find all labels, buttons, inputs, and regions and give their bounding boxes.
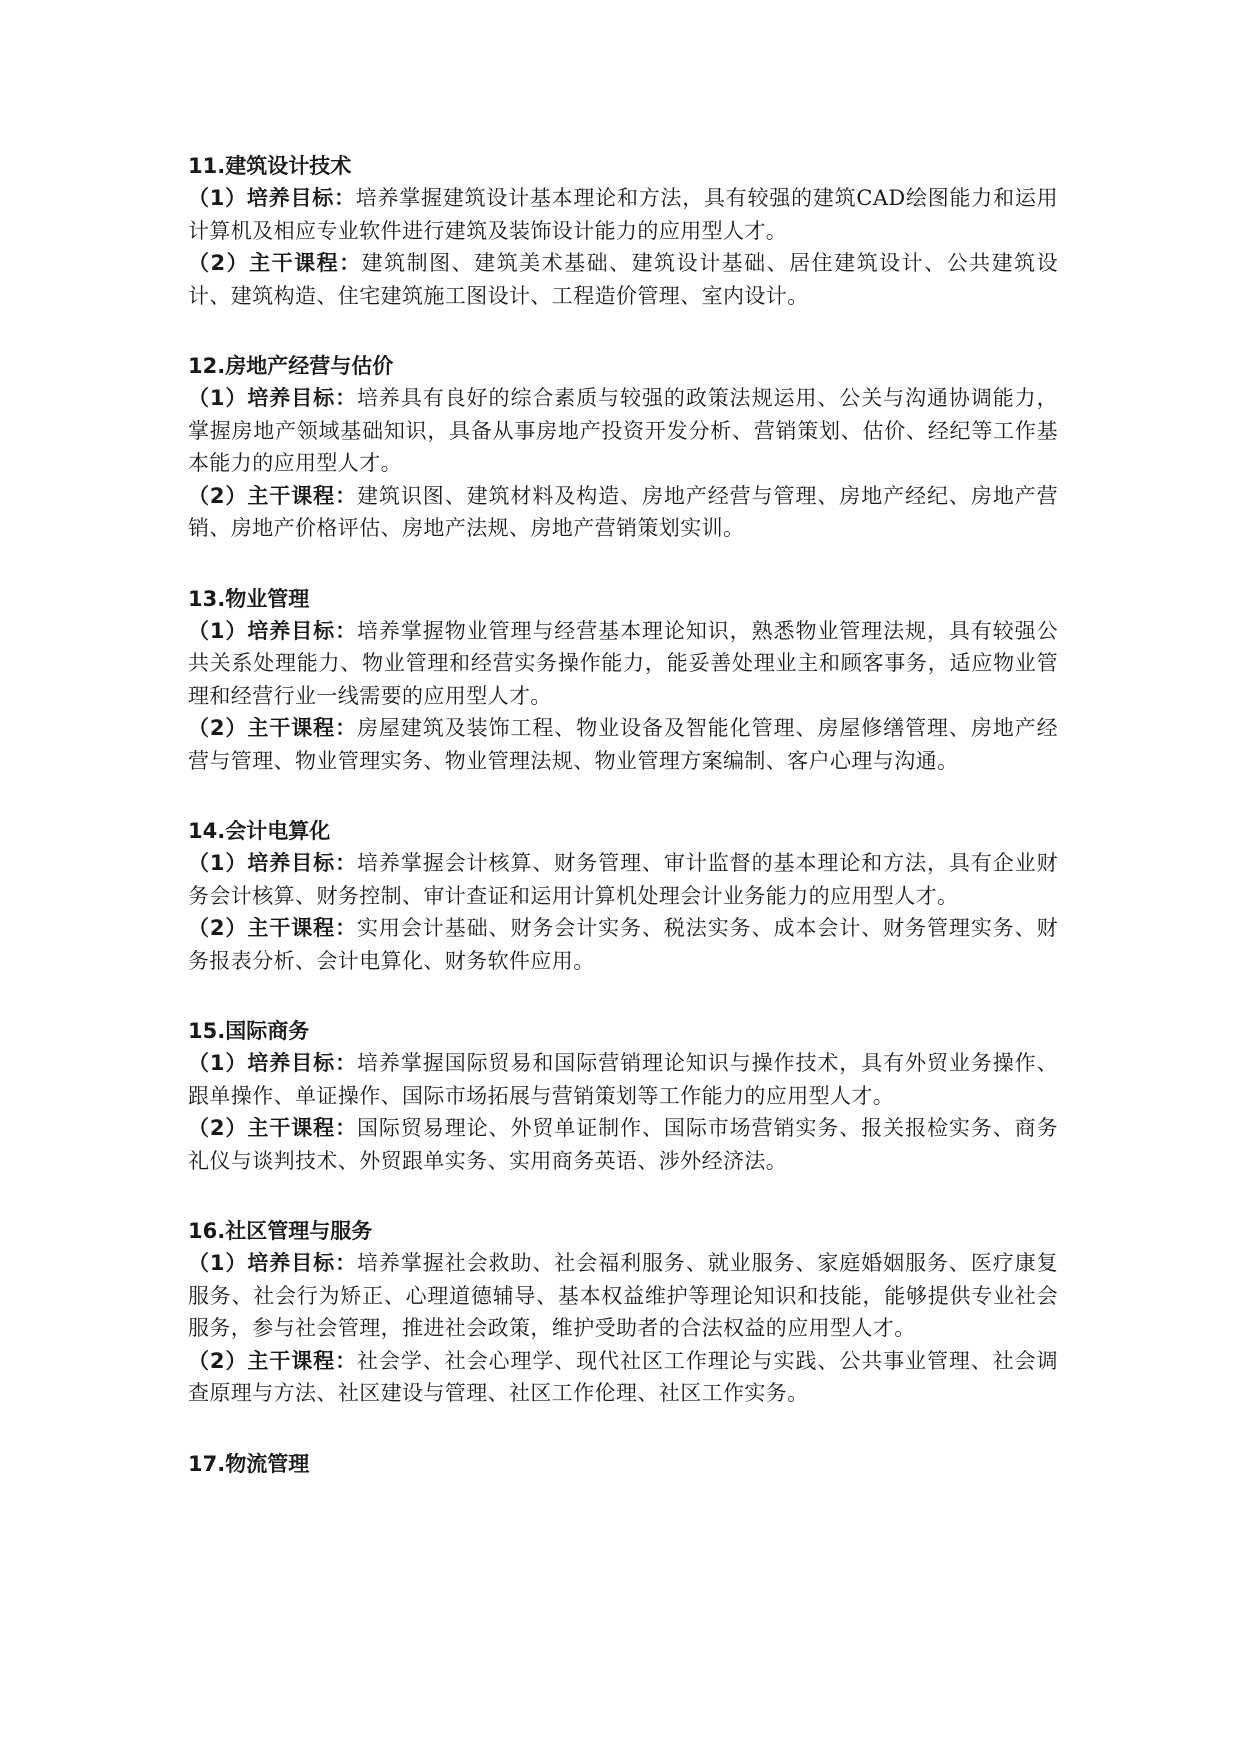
training-goal-label: （1）培养目标： (188, 386, 357, 410)
training-goal-label: （1）培养目标： (188, 851, 357, 875)
training-goal-text: 培养具有良好的综合素质与较强的政策法规运用、公关与沟通协调能力，掌握房地产领域基础知识，具备从事房地产投资开发分析、营销策划、估价、经纪等工作基本能力的应用型人才。 (188, 386, 1059, 475)
main-courses-label: （2）主干课程： (188, 483, 357, 508)
main-courses-label: （2）主干课程： (188, 916, 357, 940)
training-goal-label: （1）培养目标： (188, 186, 356, 210)
training-goal-text: 培养掌握物业管理与经营基本理论知识，熟悉物业管理法规，具有较强公共关系处理能力、物业管理和经营实务操作能力，能妥善处理业主和顾客事务，适应物业管理和经营行业一线需要的应用型人才。 (188, 618, 1059, 708)
training-goal-paragraph (188, 847, 1058, 912)
section-title: 11.建筑设计技术 (188, 154, 352, 178)
training-goal-label: （1）培养目标： (188, 1051, 357, 1075)
section-15 (188, 1015, 1058, 1177)
main-courses-paragraph (188, 1345, 1058, 1410)
training-goal-text: 培养掌握会计核算、财务管理、审计监督的基本理论和方法，具有企业财务会计核算、财务控制、审计查证和运用计算机处理会计业务能力的应用型人才。 (188, 851, 1059, 908)
training-goal-paragraph (188, 1047, 1058, 1112)
training-goal-label: （1）培养目标： (188, 618, 357, 643)
training-goal-text: 培养掌握建筑设计基本理论和方法，具有较强的建筑CAD绘图能力和运用计算机及相应专业软件进行建筑及装饰设计能力的应用型人才。 (188, 186, 1058, 243)
main-courses-label: （2）主干课程： (188, 716, 357, 740)
main-courses-paragraph (188, 480, 1058, 545)
section-11 (188, 150, 1058, 312)
main-courses-text: 实用会计基础、财务会计实务、税法实务、成本会计、财务管理实务、财务报表分析、会计电算化、财务软件应用。 (188, 916, 1059, 973)
training-goal-text: 培养掌握国际贸易和国际营销理论知识与操作技术，具有外贸业务操作、跟单操作、单证操作、国际市场拓展与营销策划等工作能力的应用型人才。 (188, 1051, 1059, 1108)
section-12 (188, 350, 1058, 545)
section-14 (188, 815, 1058, 977)
main-courses-paragraph (188, 712, 1058, 777)
main-courses-text: 建筑制图、建筑美术基础、建筑设计基础、居住建筑设计、公共建筑设计、建筑构造、住宅建筑施工图设计、工程造价管理、室内设计。 (188, 251, 1058, 308)
main-courses-label: （2）主干课程： (188, 1348, 357, 1373)
section-title: 13.物业管理 (188, 586, 310, 611)
main-courses-text: 房屋建筑及装饰工程、物业设备及智能化管理、房屋修缮管理、房地产经营与管理、物业管理实务、物业管理法规、物业管理方案编制、客户心理与沟通。 (188, 716, 1059, 773)
training-goal-paragraph (188, 382, 1058, 480)
main-courses-paragraph (188, 247, 1058, 312)
main-courses-text: 社会学、社会心理学、现代社区工作理论与实践、公共事业管理、社会调查原理与方法、社区建设与管理、社区工作伦理、社区工作实务。 (188, 1348, 1059, 1405)
main-courses-text: 国际贸易理论、外贸单证制作、国际市场营销实务、报关报检实务、商务礼仪与谈判技术、外贸跟单实务、实用商务英语、涉外经济法。 (188, 1116, 1059, 1173)
section-title-17: 17.物流管理 (188, 1451, 310, 1476)
training-goal-text: 培养掌握社会救助、社会福利服务、就业服务、家庭婚姻服务、医疗康复服务、社会行为矫正、心理道德辅导、基本权益维护等理论知识和技能，能够提供专业社会服务，参与社会管理，推进社会政策，维护受助者的合法权益的应用型人才。 (188, 1251, 1059, 1340)
training-goal-paragraph (188, 1247, 1058, 1345)
section-title: 15.国际商务 (188, 1019, 310, 1043)
training-goal-paragraph (188, 615, 1058, 713)
section-title: 14.会计电算化 (188, 819, 331, 843)
main-courses-label: （2）主干课程： (188, 251, 362, 275)
section-title: 16.社区管理与服务 (188, 1219, 373, 1243)
training-goal-paragraph (188, 182, 1058, 247)
main-courses-paragraph (188, 912, 1058, 977)
section-16 (188, 1215, 1058, 1410)
main-courses-text: 建筑识图、建筑材料及构造、房地产经营与管理、房地产经纪、房地产营销、房地产价格评估、房地产法规、房地产营销策划实训。 (188, 483, 1059, 540)
section-13 (188, 583, 1058, 778)
main-courses-paragraph (188, 1112, 1058, 1177)
document-body (188, 150, 1058, 1480)
section-title: 12.房地产经营与估价 (188, 354, 394, 378)
training-goal-label: （1）培养目标： (188, 1251, 357, 1275)
main-courses-label: （2）主干课程： (188, 1116, 357, 1140)
